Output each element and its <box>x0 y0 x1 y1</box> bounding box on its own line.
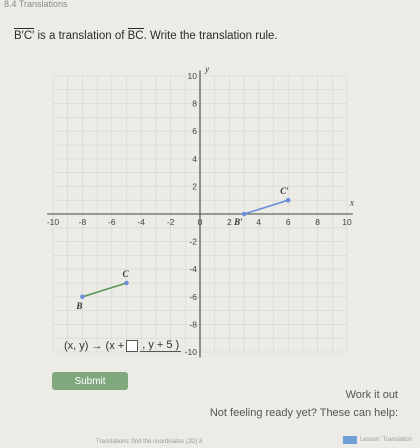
rule-x-input[interactable] <box>126 340 138 352</box>
question-prompt <box>14 28 278 42</box>
not-ready-text: Not feeling ready yet? These can help: <box>209 407 398 419</box>
prompt-end-text: . Write the translation rule. <box>143 30 278 42</box>
y-tick-label: 10 <box>187 71 197 81</box>
y-axis-label: y <box>205 63 210 74</box>
prompt-middle-text: is a translation of <box>34 30 128 42</box>
segment-b-prime-c-prime <box>244 200 288 214</box>
y-tick-label: -8 <box>189 319 197 330</box>
y-tick-label: -4 <box>189 264 197 275</box>
y-tick-label: 6 <box>192 126 197 137</box>
graph-axes <box>47 64 354 358</box>
x-tick-label: 2 <box>227 217 232 227</box>
rule-rhs: , y + 5 ) <box>142 339 180 351</box>
point-label: B <box>76 300 83 311</box>
lesson-label: Lesson: Translation <box>359 437 412 443</box>
x-tick-label: 6 <box>285 217 291 227</box>
x-tick-label: -10 <box>46 217 60 227</box>
x-tick-label: 0 <box>197 217 203 227</box>
x-tick-label: -2 <box>166 217 175 227</box>
point-c[interactable] <box>124 281 129 286</box>
x-tick-label: 4 <box>256 217 262 227</box>
x-tick-label: 8 <box>315 217 320 227</box>
point-b-prime[interactable] <box>242 212 247 217</box>
page-header-strip: 8.4 Translations <box>4 0 68 9</box>
point-c-prime[interactable] <box>286 198 291 203</box>
footer-tip[interactable]: Translations: find the coordinates (2D) 8 <box>96 439 203 445</box>
translation-rule <box>64 339 181 352</box>
segment-bc <box>82 283 126 297</box>
point-b[interactable] <box>80 295 85 300</box>
y-tick-label: 4 <box>192 153 197 164</box>
point-label: C′ <box>280 186 289 197</box>
segment-original-label: BC <box>127 30 144 42</box>
x-axis-label: x <box>349 197 354 208</box>
footer-bar <box>0 434 416 448</box>
x-tick-label: 10 <box>342 217 352 227</box>
y-tick-label: 2 <box>192 181 197 192</box>
x-tick-label: -6 <box>108 217 116 227</box>
lesson-link[interactable] <box>343 436 412 444</box>
point-label: C <box>122 269 129 279</box>
rule-lhs: (x, y) → (x + <box>64 339 125 352</box>
segment-image-label: B′C′ <box>14 30 35 42</box>
y-tick-label: -6 <box>189 291 197 302</box>
x-tick-label: -4 <box>137 217 145 227</box>
y-tick-label: -2 <box>189 236 197 247</box>
y-tick-label: -10 <box>184 347 197 357</box>
work-it-out-link[interactable]: Work it out <box>345 389 398 401</box>
point-label: B′ <box>234 217 243 227</box>
graph-points <box>75 186 290 311</box>
submit-button[interactable]: Submit <box>52 372 128 390</box>
lesson-icon <box>343 436 357 444</box>
x-tick-label: -8 <box>78 217 87 227</box>
y-tick-label: 8 <box>192 98 197 109</box>
